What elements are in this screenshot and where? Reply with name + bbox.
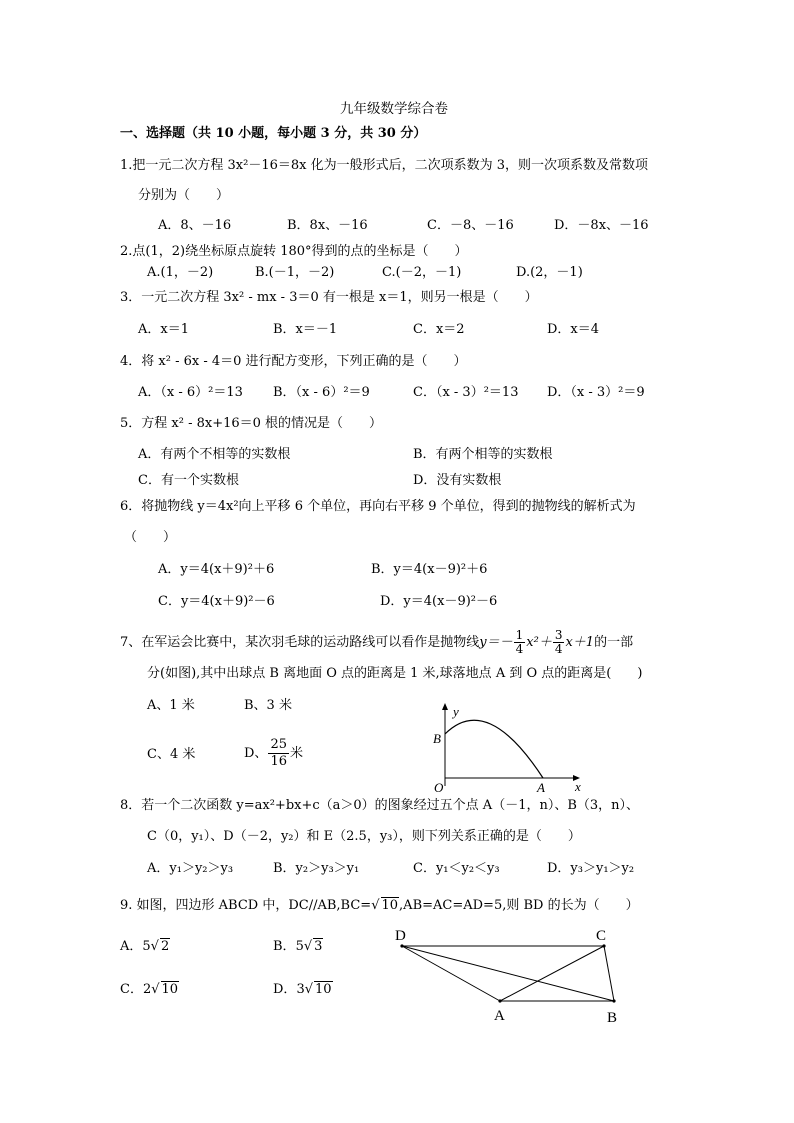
- q7-option-b: B、3 米: [244, 698, 292, 713]
- q9-option-b-radicand: 3: [314, 939, 323, 954]
- q1-option-b: B．8x、－16: [287, 218, 368, 233]
- q9-option-d-radicand: 10: [315, 982, 332, 997]
- q5-option-c: C．有一个实数根: [138, 473, 239, 488]
- q9-quadrilateral-figure: [385, 920, 635, 1030]
- q9-option-c-coef: 2: [142, 982, 152, 997]
- q7-stem-line2: 分(如图),其中出球点 B 离地面 O 点的距离是 1 米,球落地点 A 到 O 点的距离是( ): [147, 666, 643, 681]
- q7-option-c: C、4 米: [147, 747, 196, 762]
- q9-stem: [120, 898, 639, 914]
- q6-stem-line2: （ ）: [124, 530, 177, 545]
- q7-option-d-label: D、: [244, 746, 268, 761]
- q9-segment-bc: [604, 946, 614, 1001]
- q7-parabola-graph: [415, 698, 585, 793]
- q7-frac-2-den: 4: [554, 642, 563, 656]
- q4-option-a: A．（x - 6）²＝13: [138, 385, 243, 400]
- q8-option-b: B．y₂＞y₃＞y₁: [273, 861, 360, 876]
- q7-option-a: A、1 米: [147, 698, 195, 713]
- q2-option-c: C.(－2，－1): [382, 265, 462, 280]
- q9-option-b-coef: 5: [295, 939, 304, 954]
- q6-option-a: A．y＝4(x＋9)²＋6: [158, 562, 275, 577]
- q9-label-c: C: [596, 928, 607, 944]
- q5-option-d: D．没有实数根: [413, 473, 502, 488]
- q2-option-d: D.(2，－1): [516, 265, 583, 280]
- q7-frac-2-num: 3: [554, 628, 563, 642]
- q2-stem: 2.点(1，2)绕坐标原点旋转 180°得到的点的坐标是（ ）: [120, 244, 468, 259]
- page-title: 九年级数学综合卷: [340, 101, 448, 117]
- q3-option-c: C．x＝2: [413, 322, 465, 337]
- q9-label-a: A: [494, 1008, 505, 1024]
- q7-option-d-num: 25: [270, 737, 287, 752]
- q9-point-a: [498, 999, 501, 1002]
- q9-sqrt-radicand: 10: [381, 898, 399, 913]
- q9-point-d: [400, 944, 403, 947]
- q9-option-c: [120, 982, 179, 998]
- q1-stem-line2: 分别为（ ）: [138, 188, 230, 203]
- q8-option-d: D．y₃＞y₁＞y₂: [547, 861, 635, 876]
- q3-option-b: B．x＝－1: [273, 322, 338, 337]
- q8-stem-line2: C（0，y₁）、D（－2，y₂）和 E（2.5，y₃），则下列关系正确的是（ ）: [147, 829, 581, 844]
- q9-option-d: [273, 982, 333, 998]
- q5-option-b: B．有两个相等的实数根: [413, 447, 553, 462]
- q7-label-x: x: [575, 779, 581, 793]
- q9-option-a-label: A．: [120, 939, 143, 954]
- q6-option-d: D．y＝4(x－9)²－6: [380, 594, 498, 609]
- q6-option-b: B．y＝4(x－9)²＋6: [371, 562, 488, 577]
- q9-option-a: [120, 939, 170, 955]
- q9-option-b-label: B．: [273, 939, 296, 954]
- q7-label-b: B: [433, 731, 441, 746]
- q9-option-c-sqrt-sign: √: [151, 982, 160, 997]
- q3-option-d: D．x＝4: [547, 322, 600, 337]
- q7-option-d-unit: 米: [289, 746, 303, 761]
- q5-stem: 5．方程 x² - 8x+16＝0 根的情况是（ ）: [120, 416, 383, 431]
- q9-option-c-label: C．: [120, 982, 143, 997]
- q3-option-a: A．x＝1: [138, 322, 189, 337]
- q7-frac-1-num: 1: [515, 628, 524, 642]
- q9-option-c-radicand: 10: [161, 982, 179, 997]
- q9-option-d-sqrt-sign: √: [304, 982, 314, 997]
- q7-option-d-frac: [268, 737, 289, 770]
- q9-sqrt-sign: √: [371, 898, 380, 913]
- q9-label-d: D: [395, 928, 406, 944]
- q7-parabola-curve: [445, 720, 543, 778]
- section-header: 一、选择题（共 10 小题，每小题 3 分，共 30 分）: [120, 126, 427, 141]
- q1-stem-line1: 1.把一元二次方程 3x²－16＝8x 化为一般形式后，二次项系数为 3，则一次项系数及常数项: [120, 158, 649, 173]
- q5-option-a: A．有两个不相等的实数根: [138, 447, 291, 462]
- q8-stem-line1: 8．若一个二次函数 y=ax²+bx+c（a＞0）的图象经过五个点 A（－1，n）、B（3，n）、: [120, 798, 640, 813]
- q7-frac-1: [514, 629, 526, 656]
- q9-option-b: [273, 939, 323, 955]
- q8-option-c: C．y₁＜y₂＜y₃: [413, 861, 500, 876]
- q9-segment-bd: [402, 946, 614, 1001]
- q9-stem-post: ,AB=AC=AD=5,则 BD 的长为（ ）: [399, 898, 639, 913]
- q4-stem: 4．将 x² - 6x - 4＝0 进行配方变形，下列正确的是（ ）: [120, 354, 467, 369]
- q7-eq-end: x＋1: [565, 635, 595, 650]
- q9-option-d-coef: 3: [296, 982, 305, 997]
- q6-stem-line1: 6．将抛物线 y＝4x²向上平移 6 个单位，再向右平移 9 个单位，得到的抛物线的解析式为: [120, 499, 636, 514]
- q3-stem: 3．一元二次方程 3x² - mx - 3＝0 有一根是 x＝1，则另一根是（ ）: [120, 290, 538, 305]
- q4-option-c: C．（x - 3）²＝13: [413, 385, 519, 400]
- q6-option-c: C．y＝4(x＋9)²－6: [158, 594, 275, 609]
- q7-eq-mid: x²＋: [526, 635, 552, 650]
- q4-option-d: D．（x - 3）²＝9: [547, 385, 645, 400]
- q1-option-d: D．－8x、－16: [554, 218, 649, 233]
- q9-segment-ad: [402, 946, 500, 1001]
- q9-option-b-sqrt-sign: √: [303, 939, 313, 954]
- q7-option-d: [244, 734, 303, 774]
- q7-y-arrow: [442, 703, 448, 710]
- q7-stem-line1: [120, 628, 633, 658]
- q1-option-a: A．8、－16: [158, 218, 232, 233]
- q7-label-o: O: [434, 780, 444, 793]
- q1-option-c: C．－8、－16: [427, 218, 514, 233]
- q7-label-a: A: [537, 780, 545, 793]
- q7-frac-1-den: 4: [515, 642, 524, 656]
- q8-option-a: A．y₁＞y₂＞y₃: [147, 861, 234, 876]
- q7-label-y: y: [453, 704, 459, 719]
- q7-frac-2: [553, 629, 565, 656]
- q7-option-d-den: 16: [270, 754, 287, 769]
- q2-option-b: B.(－1，－2): [255, 265, 335, 280]
- q9-option-a-sqrt-sign: √: [150, 939, 159, 954]
- q9-option-a-coef: 5: [142, 939, 151, 954]
- q9-point-c: [602, 944, 605, 947]
- q7-stem-post: 的一部: [594, 635, 634, 650]
- q4-option-b: B．（x - 6）²＝9: [273, 385, 370, 400]
- q9-option-a-radicand: 2: [160, 939, 170, 954]
- q7-eq-y: y＝－: [479, 635, 513, 650]
- q9-option-d-label: D．: [273, 982, 297, 997]
- q7-stem-pre: 7、在军运会比赛中，某次羽毛球的运动路线可以看作是抛物线: [120, 635, 480, 650]
- q9-stem-pre: 9. 如图，四边形 ABCD 中，DC//AB,BC=: [120, 898, 372, 913]
- q9-segment-ac: [500, 946, 604, 1001]
- q2-option-a: A.(1，－2): [147, 265, 214, 280]
- q9-label-b: B: [607, 1010, 618, 1026]
- q9-point-b: [612, 999, 615, 1002]
